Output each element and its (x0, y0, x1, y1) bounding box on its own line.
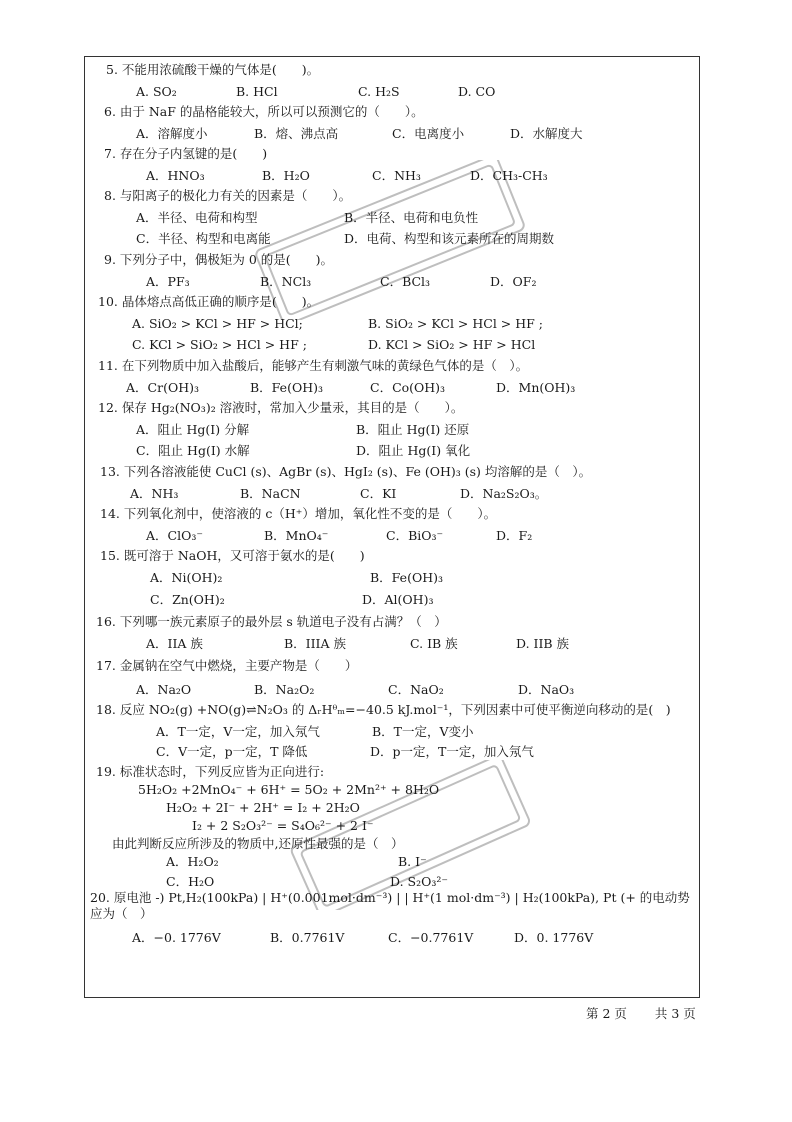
option-a: A．H₂O₂ (166, 854, 219, 869)
option-d: D．电荷、构型和该元素所在的周期数 (344, 231, 555, 246)
option-c: C．Co(OH)₃ (370, 380, 446, 395)
option-c: C．KI (360, 486, 397, 501)
option-c: C．H₂O (166, 874, 215, 889)
option-d: D．F₂ (496, 528, 533, 543)
option-a: A. SiO₂ > KCl > HF > HCl; (132, 316, 303, 331)
option-b: B．MnO₄⁻ (264, 528, 329, 543)
question-12 (90, 400, 696, 464)
option-c: C．BiO₃⁻ (386, 528, 444, 543)
option-d: D．阻止 Hg(I) 氧化 (356, 443, 471, 458)
option-d: D. S₂O₃²⁻ (390, 874, 448, 889)
question-stem: 5. 不能用浓硫酸干燥的气体是( )。 (106, 62, 320, 77)
option-b: B．NCl₃ (260, 274, 312, 289)
question-18 (90, 702, 696, 764)
option-c: C. H₂S (358, 84, 400, 99)
option-b: B．熔、沸点高 (254, 126, 339, 141)
option-c: C．V一定，p一定，T 降低 (156, 744, 308, 759)
option-b: B．阻止 Hg(I) 还原 (356, 422, 470, 437)
question-list (90, 62, 696, 954)
question-stem: 12. 保存 Hg₂(NO₃)₂ 溶液时，常加入少量汞，其目的是（ ）。 (98, 400, 464, 415)
equation-1: 5H₂O₂ +2MnO₄⁻ + 6H⁺ = 5O₂ + 2Mn²⁺ + 8H₂O (138, 782, 440, 797)
option-a: A. SO₂ (136, 84, 177, 99)
page-footer (586, 1004, 696, 1022)
option-c: C．Zn(OH)₂ (150, 592, 225, 607)
option-b: B．Fe(OH)₃ (250, 380, 323, 395)
option-c: C. KCl > SiO₂ > HCl > HF ; (132, 337, 307, 352)
option-b: B. I⁻ (398, 854, 427, 869)
option-c: C．阻止 Hg(I) 水解 (136, 443, 250, 458)
option-b: B．Fe(OH)₃ (370, 570, 443, 585)
question-19 (90, 764, 696, 890)
option-a: A．NH₃ (130, 486, 179, 501)
option-a: A．IIA 族 (146, 636, 203, 651)
question-20 (90, 890, 696, 954)
option-b: B．IIIA 族 (284, 636, 346, 651)
option-d: D．CH₃-CH₃ (470, 168, 548, 183)
option-b: B. SiO₂ > KCl > HCl > HF ; (368, 316, 543, 331)
option-a: A．T一定，V一定，加入氖气 (156, 724, 320, 739)
question-14 (90, 506, 696, 548)
option-b: B．半径、电荷和电负性 (344, 210, 479, 225)
option-a: A．ClO₃⁻ (146, 528, 203, 543)
page-total: 共 3 页 (654, 1006, 696, 1021)
question-stem: 19. 标准状态时，下列反应皆为正向进行: (96, 764, 325, 779)
option-a: A．Cr(OH)₃ (126, 380, 199, 395)
question-substem: 由此判断反应所涉及的物质中,还原性最强的是（ ） (112, 836, 404, 851)
option-a: A．−0. 1776V (132, 930, 221, 945)
option-c: C．NH₃ (372, 168, 421, 183)
question-8 (90, 188, 696, 252)
question-10 (90, 294, 696, 358)
question-stem: 18. 反应 NO₂(g) +NO(g)⇌N₂O₃ 的 ΔᵣHᶿₘ=−40.5 kJ.mol⁻¹，下列因素中可使平衡逆向移动的是( ) (96, 702, 671, 717)
question-stem: 7. 存在分子内氢键的是( ) (104, 146, 268, 161)
option-a: A．HNO₃ (146, 168, 205, 183)
question-17 (90, 658, 696, 702)
question-9 (90, 252, 696, 294)
question-stem: 8. 与阳离子的极化力有关的因素是（ ）。 (104, 188, 352, 203)
option-b: B．T一定，V变小 (372, 724, 474, 739)
option-a: A．半径、电荷和构型 (136, 210, 258, 225)
option-c: C．半径、构型和电离能 (136, 231, 271, 246)
option-c: C. IB 族 (410, 636, 458, 651)
option-d: D. KCl > SiO₂ > HF > HCl (368, 337, 536, 352)
option-b: B．NaCN (240, 486, 301, 501)
option-c: C．电离度小 (392, 126, 465, 141)
option-c: C．BCl₃ (380, 274, 431, 289)
option-b: B．H₂O (262, 168, 310, 183)
question-6 (90, 104, 696, 146)
option-d: D．Al(OH)₃ (362, 592, 434, 607)
option-d: D．Mn(OH)₃ (496, 380, 576, 395)
question-stem: 15. 既可溶于 NaOH，又可溶于氨水的是( ) (100, 548, 365, 563)
question-16 (90, 614, 696, 658)
option-a: A．阻止 Hg(I) 分解 (136, 422, 250, 437)
option-a: A．PF₃ (146, 274, 190, 289)
option-d: D．水解度大 (510, 126, 583, 141)
option-a: A．Ni(OH)₂ (150, 570, 223, 585)
question-5 (90, 62, 696, 104)
page-number: 第 2 页 (586, 1006, 627, 1021)
equation-2: H₂O₂ + 2I⁻ + 2H⁺ = I₂ + 2H₂O (166, 800, 360, 815)
option-b: B．Na₂O₂ (254, 682, 315, 697)
option-d: D．p一定，T一定，加入氖气 (370, 744, 534, 759)
equation-3: I₂ + 2 S₂O₃²⁻ = S₄O₆²⁻ + 2 I⁻ (192, 818, 374, 833)
question-stem: 20. 原电池 -) Pt,H₂(100kPa) | H⁺(0.001mol·dm⁻³) | | H⁺(1 mol·dm⁻³) | H₂(100kPa), Pt (+ 的电动势应为（ ） (90, 890, 690, 921)
question-7 (90, 146, 696, 188)
question-stem: 13. 下列各溶液能使 CuCl (s)、AgBr (s)、HgI₂ (s)、Fe (OH)₃ (s) 均溶解的是（ ）。 (100, 464, 592, 479)
question-15 (90, 548, 696, 614)
question-stem: 6. 由于 NaF 的晶格能较大，所以可以预测它的（ ）。 (104, 104, 424, 119)
question-stem: 11. 在下列物质中加入盐酸后，能够产生有刺激气味的黄绿色气体的是（ ）。 (98, 358, 529, 373)
question-stem: 16. 下列哪一族元素原子的最外层 s 轨道电子没有占满？（ ） (96, 614, 447, 629)
question-stem: 9. 下列分子中，偶极矩为 0 的是( )。 (104, 252, 334, 267)
option-b: B. HCl (236, 84, 278, 99)
option-c: C．NaO₂ (388, 682, 444, 697)
option-d: D．NaO₃ (518, 682, 575, 697)
question-stem: 17. 金属钠在空气中燃烧，主要产物是（ ） (96, 658, 358, 673)
question-stem: 14. 下列氧化剂中，使溶液的 c（H⁺）增加，氧化性不变的是（ ）。 (100, 506, 497, 521)
option-d: D. CO (458, 84, 496, 99)
option-a: A．溶解度小 (136, 126, 208, 141)
question-11 (90, 358, 696, 400)
question-stem: 10. 晶体熔点高低正确的顺序是( )。 (98, 294, 320, 309)
option-d: D．Na₂S₂O₃。 (460, 486, 548, 501)
option-c: C．−0.7761V (388, 930, 474, 945)
option-d: D. IIB 族 (516, 636, 570, 651)
question-13 (90, 464, 696, 506)
option-d: D．OF₂ (490, 274, 537, 289)
option-d: D．0. 1776V (514, 930, 594, 945)
option-a: A．Na₂O (136, 682, 192, 697)
option-b: B．0.7761V (270, 930, 345, 945)
